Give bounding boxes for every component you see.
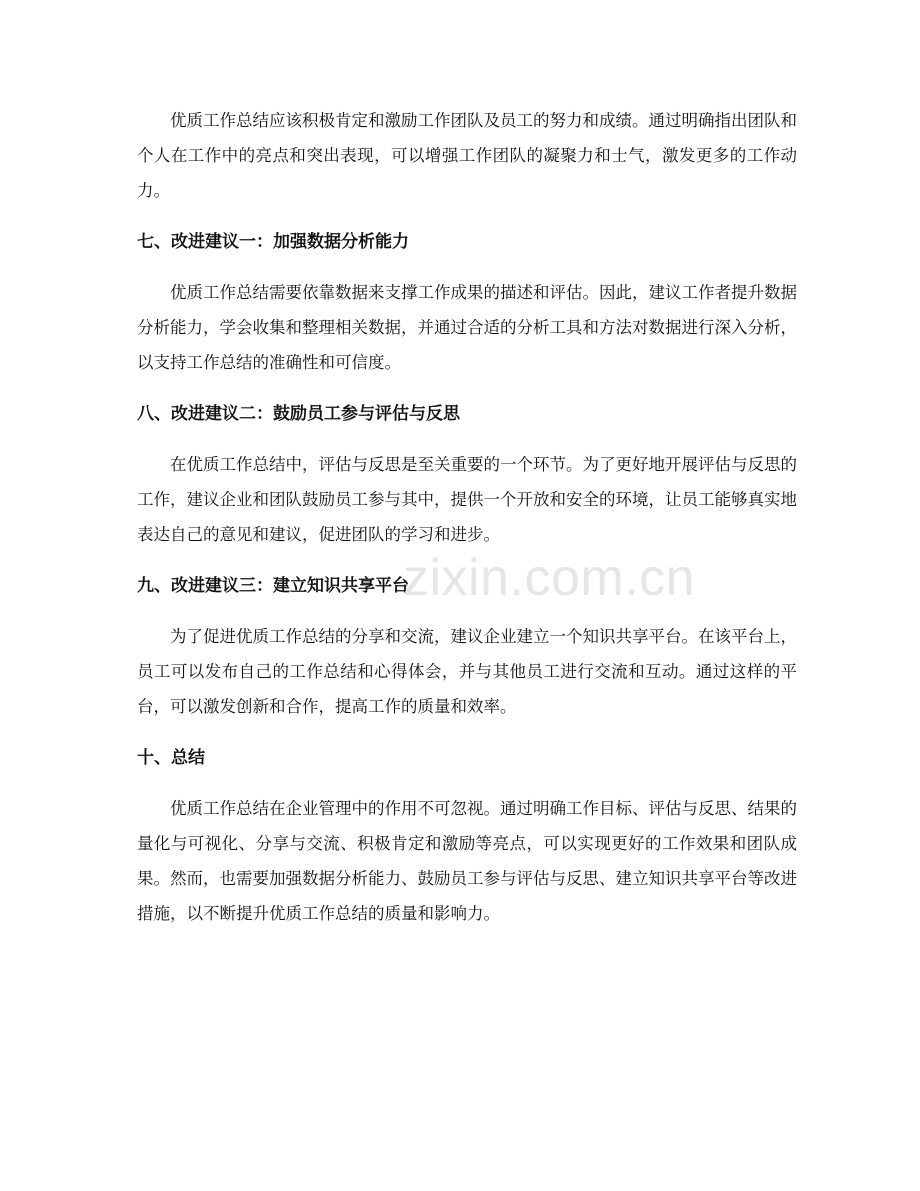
spacer <box>137 776 797 791</box>
section-paragraph-8: 在优质工作总结中，评估与反思是至关重要的一个环节。为了更好地开展评估与反思的工作，建议企业和团队鼓励员工参与其中，提供一个开放和安全的环境，让员工能够真实地表达自己的意见和建议，促进团队的学习和进步。 <box>137 455 797 544</box>
section-paragraph-9: 为了促进优质工作总结的分享和交流，建议企业建立一个知识共享平台。在该平台上，员工可以发布自己的工作总结和心得体会，并与其他员工进行交流和互动。通过这样的平台，可以激发创新和合作，提高工作的质量和效率。 <box>137 627 797 716</box>
spacer <box>137 552 797 569</box>
intro-paragraph: 优质工作总结应该积极肯定和激励工作团队及员工的努力和成绩。通过明确指出团队和个人在工作中的亮点和突出表现，可以增强工作团队的凝聚力和士气，激发更多的工作动力。 <box>137 111 797 200</box>
section-heading-8: 八、改进建议二：鼓励员工参与评估与反思 <box>137 404 460 424</box>
spacer <box>137 380 797 397</box>
section-paragraph-7: 优质工作总结需要依靠数据来支撑工作成果的描述和评估。因此，建议工作者提升数据分析能力，学会收集和整理相关数据，并通过合适的分析工具和方法对数据进行深入分析，以支持工作总结的准确性和可信度。 <box>137 283 797 372</box>
spacer <box>137 208 797 225</box>
spacer <box>137 724 797 741</box>
spacer <box>137 432 797 447</box>
section-paragraph-10: 优质工作总结在企业管理中的作用不可忽视。通过明确工作目标、评估与反思、结果的量化与可视化、分享与交流、积极肯定和激励等亮点，可以实现更好的工作效果和团队成果。然而，也需要加强数据分析能力、鼓励员工参与评估与反思、建立知识共享平台等改进措施，以不断提升优质工作总结的质量和影响力。 <box>137 799 797 923</box>
spacer <box>137 260 797 275</box>
section-heading-10: 十、总结 <box>137 748 205 768</box>
spacer <box>137 604 797 619</box>
watermark-text: zixin.com.cn <box>403 549 696 607</box>
section-heading-7: 七、改进建议一：加强数据分析能力 <box>137 232 409 252</box>
document-body <box>137 103 797 931</box>
section-heading-9: 九、改进建议三：建立知识共享平台 <box>137 576 409 596</box>
